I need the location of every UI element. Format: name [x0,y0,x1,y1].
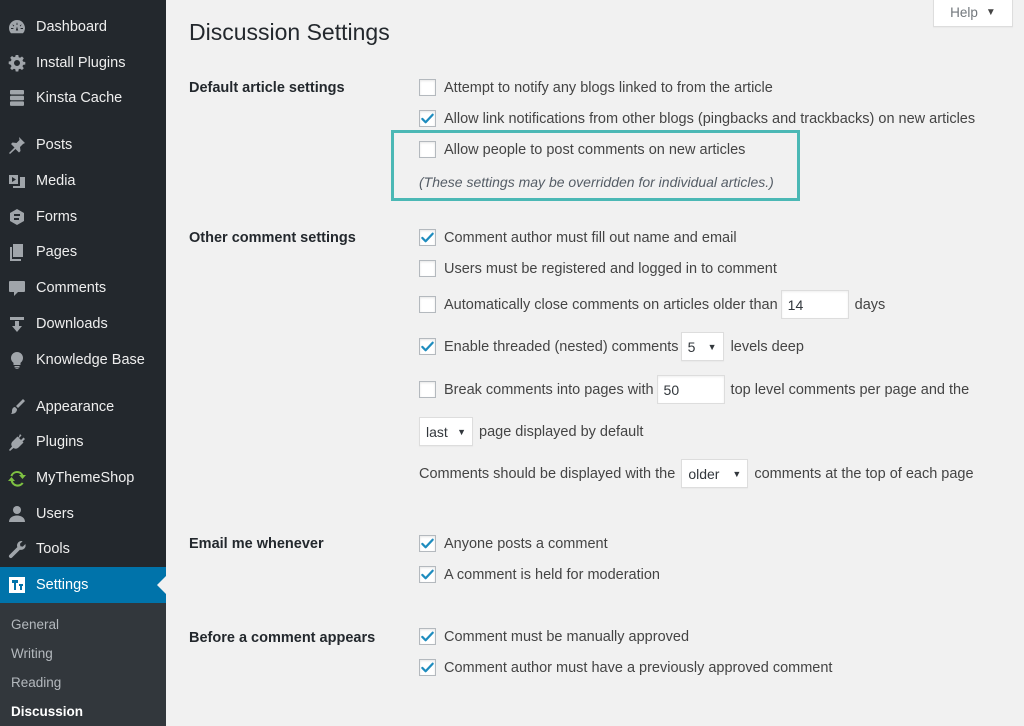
checkmark-icon [420,339,435,354]
page-title: Discussion Settings [189,19,390,45]
checkbox-label: Comment must be manually approved [444,628,690,645]
submenu-item-reading[interactable]: Reading [11,675,62,690]
close-days-input[interactable]: 14 [781,290,849,319]
help-label: Help [950,5,978,20]
sidebar-item-label: Install Plugins [36,55,126,71]
sidebar-item-label: Comments [36,280,107,296]
forms-icon [6,206,28,228]
suffix-label: days [854,296,886,313]
sidebar-item-label: Forms [36,209,78,225]
chevron-down-icon: ▼ [732,468,742,479]
database-icon [6,87,28,109]
brush-icon [6,396,28,418]
sidebar-item-label: Posts [36,137,73,153]
sidebar-item-label: Users [36,506,74,522]
checkbox-allow-pingbacks[interactable] [419,110,436,127]
submenu-item-writing[interactable]: Writing [11,646,53,661]
checkbox-label: Anyone posts a comment [444,535,608,552]
checkbox-row [419,229,737,246]
sidebar-item-label: MyThemeShop [36,470,135,486]
sidebar-item-downloads[interactable] [0,309,166,339]
comments-per-page-input[interactable]: 50 [657,375,725,404]
suffix-label: levels deep [730,338,804,355]
checkbox-email-anyone-posts[interactable] [419,535,436,552]
section-label-before-appears: Before a comment appears [189,630,376,646]
sidebar-item-label: Kinsta Cache [36,90,123,106]
sidebar-item-users[interactable] [0,499,166,529]
checkbox-row [419,332,804,361]
checkbox-row [419,260,777,277]
settings-icon [6,574,28,596]
default-page-select[interactable] [419,417,473,446]
sidebar-item-label: Knowledge Base [36,352,145,368]
sidebar-item-install-plugins[interactable] [0,48,166,78]
sidebar-item-tools[interactable] [0,534,166,564]
sidebar-item-mythemeshop[interactable] [0,463,166,493]
checkbox-row [419,566,660,583]
checkbox-require-registration[interactable] [419,260,436,277]
section-label-email: Email me whenever [189,536,324,552]
checkmark-icon [420,536,435,551]
select-value: 5 [687,338,696,355]
highlight-box [391,130,800,201]
select-row [419,459,974,488]
checkbox-label: Comment author must fill out name and email [444,229,737,246]
sidebar-item-kinsta-cache[interactable] [0,83,166,113]
checkbox-label: Break comments into pages with [444,381,654,398]
select-row [419,417,643,446]
lightbulb-icon [6,349,28,371]
checkbox-previously-approved[interactable] [419,659,436,676]
checkbox-require-name-email[interactable] [419,229,436,246]
sidebar-item-knowledge-base[interactable] [0,345,166,375]
checkbox-label: A comment is held for moderation [444,566,660,583]
checkmark-icon [420,230,435,245]
sidebar-item-label: Tools [36,541,70,557]
checkbox-label: Users must be registered and logged in to comment [444,260,777,277]
gear-icon [6,52,28,74]
checkbox-row [419,79,773,96]
checkmark-icon [420,629,435,644]
checkmark-icon [420,111,435,126]
suffix-label: page displayed by default [479,423,644,440]
pages-icon [6,241,28,263]
checkbox-label: Allow people to post comments on new articles [444,141,746,158]
checkbox-paginate-comments[interactable] [419,381,436,398]
suffix-label: comments at the top of each page [754,465,974,482]
sidebar-item-posts[interactable] [0,130,166,160]
sidebar-item-label: Pages [36,244,78,260]
checkbox-email-held-moderation[interactable] [419,566,436,583]
sidebar-item-label: Plugins [36,434,84,450]
sidebar-item-pages[interactable] [0,237,166,267]
comment-icon [6,277,28,299]
checkbox-row [419,628,689,645]
section-label-default-article: Default article settings [189,80,345,96]
select-value: last [426,423,448,440]
checkbox-label: Automatically close comments on articles older than [444,296,778,313]
help-button[interactable] [933,0,1013,27]
prefix-label: Comments should be displayed with the [419,465,676,482]
checkbox-row [419,535,608,552]
active-indicator-arrow [157,576,166,594]
checkbox-notify-blogs[interactable] [419,79,436,96]
checkbox-label: Attempt to notify any blogs linked to from the article [444,79,773,96]
override-note: (These settings may be overridden for individual articles.) [419,174,774,190]
sidebar-item-appearance[interactable] [0,392,166,422]
sidebar-item-label: Dashboard [36,19,107,35]
comment-order-select[interactable] [681,459,748,488]
sidebar-item-comments[interactable] [0,273,166,303]
download-icon [6,313,28,335]
user-icon [6,503,28,525]
sidebar-item-dashboard[interactable] [0,12,166,42]
checkbox-threaded-comments[interactable] [419,338,436,355]
sidebar-item-label: Appearance [36,399,115,415]
chevron-down-icon: ▼ [707,341,717,352]
suffix-label: top level comments per page and the [730,381,970,398]
dashboard-icon [6,16,28,38]
caret-down-icon: ▼ [985,7,996,18]
checkbox-row [419,659,832,676]
media-icon [6,170,28,192]
thread-depth-select[interactable] [681,332,724,361]
wrench-icon [6,538,28,560]
admin-sidebar [0,0,166,726]
sidebar-item-media[interactable] [0,166,166,196]
checkmark-icon [420,660,435,675]
sidebar-item-settings[interactable] [0,567,166,603]
refresh-icon [6,467,28,489]
sidebar-item-label: Downloads [36,316,108,332]
section-label-other-comment: Other comment settings [189,230,356,246]
checkbox-label: Allow link notifications from other blogs (pingbacks and trackbacks) on new articles [444,110,976,127]
submenu-item-discussion[interactable]: Discussion [11,704,84,719]
sidebar-item-label: Settings [36,577,89,593]
sidebar-item-label: Media [36,173,76,189]
checkbox-auto-close[interactable] [419,296,436,313]
checkbox-label: Comment author must have a previously approved comment [444,659,833,676]
plug-icon [6,431,28,453]
submenu-item-general[interactable]: General [11,617,60,632]
chevron-down-icon: ▼ [457,426,466,437]
checkmark-icon [420,567,435,582]
checkbox-row [419,375,969,404]
sidebar-item-plugins[interactable] [0,427,166,457]
settings-submenu [0,603,166,726]
checkbox-manual-approval[interactable] [419,628,436,645]
checkbox-label: Enable threaded (nested) comments [444,338,679,355]
pin-icon [6,134,28,156]
checkbox-row [419,110,975,127]
sidebar-item-forms[interactable] [0,202,166,232]
select-value: older [688,465,720,482]
checkbox-row [419,290,885,319]
